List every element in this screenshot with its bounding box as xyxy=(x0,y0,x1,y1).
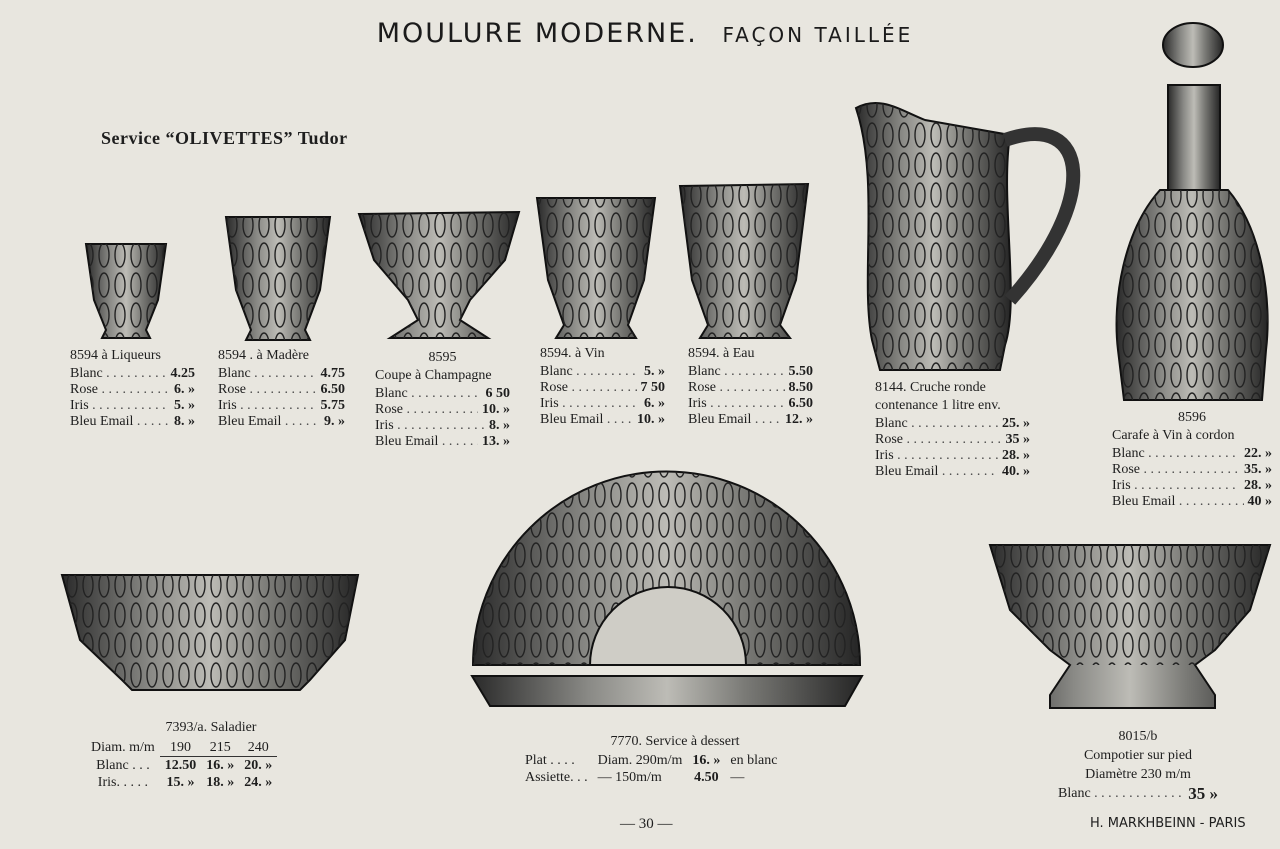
price-label: Bleu Email . . . xyxy=(218,414,320,430)
price-value: 35 » xyxy=(1188,784,1218,803)
price-row xyxy=(540,380,665,396)
price-label: Bleu Email . . . xyxy=(375,434,478,450)
table-row xyxy=(520,769,782,786)
price-label: Iris . . . xyxy=(688,396,785,412)
price-row xyxy=(375,386,510,402)
price-label: Iris . . . xyxy=(218,398,317,414)
row-label: Iris. . . . . xyxy=(97,775,148,790)
price-label: Iris . . . xyxy=(1112,478,1240,494)
price-row xyxy=(70,414,195,430)
product-heading: 8594. à Vin xyxy=(540,346,605,361)
price-value: 40 » xyxy=(1247,494,1272,509)
price-label: Blanc . . . xyxy=(1058,784,1184,803)
price-cell: 12.50 xyxy=(164,758,197,773)
price-row xyxy=(1112,478,1272,494)
price-label: Iris . . . xyxy=(375,418,485,434)
diam-cell: Diam. 290m/m xyxy=(597,753,683,768)
dessert-heading: 7770. Service à dessert xyxy=(610,734,740,749)
price-row xyxy=(70,366,195,382)
price-block-8594-liqueurs xyxy=(70,348,195,430)
price-row xyxy=(218,382,345,398)
dessert-block xyxy=(520,734,830,786)
product-heading: 8596 xyxy=(1178,410,1206,425)
page-number: — 30 — xyxy=(620,816,673,832)
table-row xyxy=(86,774,277,791)
compotier-block xyxy=(1058,727,1218,803)
price-value: 6 50 xyxy=(485,386,510,401)
price-value: 40. » xyxy=(1002,464,1030,479)
price-label: Iris . . . xyxy=(540,396,640,412)
compotier-name: Compotier sur pied xyxy=(1083,748,1193,763)
service-heading: Service “OLIVETTES” Tudor xyxy=(101,128,348,148)
price-value: 35. » xyxy=(1244,462,1272,477)
price-value: 5. » xyxy=(644,364,665,379)
price-row xyxy=(875,416,1030,432)
price-row xyxy=(875,448,1030,464)
product-heading: 8594. à Eau xyxy=(688,346,755,361)
price-row xyxy=(688,364,813,380)
price-label: Bleu Email . . . xyxy=(875,464,998,480)
size-cell: 215 xyxy=(201,739,239,757)
price-value: 4.75 xyxy=(320,366,345,381)
price-block-8595 xyxy=(375,350,510,450)
price-label: Blanc . . . xyxy=(70,366,167,382)
price-row xyxy=(70,382,195,398)
price-label: Blanc . . . xyxy=(688,364,785,380)
size-cell: 190 xyxy=(160,739,202,757)
price-cell: 15. » xyxy=(166,775,195,790)
price-block-8144 xyxy=(875,380,1030,480)
diam-label: Diam. m/m xyxy=(91,740,155,756)
product-heading: Carafe à Vin à cordon xyxy=(1112,428,1235,443)
price-row xyxy=(875,464,1030,480)
compotier-diam: Diamètre 230 m/m xyxy=(1085,767,1191,782)
price-value: 4.25 xyxy=(170,366,195,381)
note-cell: — xyxy=(730,770,745,785)
price-row xyxy=(1112,462,1272,478)
price-block-8596 xyxy=(1112,410,1272,510)
price-block-8594-madere xyxy=(218,348,345,430)
price-row xyxy=(875,432,1030,448)
product-heading: contenance 1 litre env. xyxy=(875,398,1001,413)
price-cell: 18. » xyxy=(206,775,235,790)
price-label: Rose . . . xyxy=(70,382,170,398)
price-value: 35 » xyxy=(1005,432,1030,447)
table-row xyxy=(520,752,782,769)
glass-madere-illustration xyxy=(226,217,330,340)
price-label: Iris . . . xyxy=(875,448,998,464)
price-row xyxy=(1112,446,1272,462)
price-row xyxy=(70,398,195,414)
price-value: 10. » xyxy=(637,412,665,427)
price-value: 12. » xyxy=(785,412,813,427)
price-row xyxy=(688,412,813,428)
price-value: 6.50 xyxy=(788,396,813,411)
price-label: Blanc . . . xyxy=(375,386,482,402)
price-block-8594-eau xyxy=(688,346,813,428)
price-row xyxy=(688,380,813,396)
price-value: 10. » xyxy=(482,402,510,417)
price-value: 5.75 xyxy=(320,398,345,413)
price-value: 8. » xyxy=(174,414,195,429)
price-value: 5.50 xyxy=(788,364,813,379)
price-label: Rose . . . xyxy=(540,380,637,396)
price-label: Bleu Email . . . xyxy=(688,412,781,428)
price-label: Rose . . . xyxy=(1112,462,1240,478)
compotier-illustration xyxy=(990,545,1270,708)
glass-eau-illustration xyxy=(680,184,808,338)
price-label: Blanc . . . xyxy=(875,416,998,432)
price-label: Rose . . . xyxy=(218,382,317,398)
price-label: Iris . . . xyxy=(70,398,170,414)
price-value: 5. » xyxy=(174,398,195,413)
price-label: Bleu Email . . . xyxy=(1112,494,1244,510)
price-value: 6. » xyxy=(644,396,665,411)
row-label: Plat . . . . xyxy=(525,753,575,768)
price-row xyxy=(218,414,345,430)
saladier-block xyxy=(86,720,336,791)
price-block-8594-vin xyxy=(540,346,665,428)
price-row xyxy=(375,418,510,434)
note-cell: en blanc xyxy=(730,753,778,768)
price-value: 13. » xyxy=(482,434,510,449)
price-row xyxy=(688,396,813,412)
product-heading: 8594 à Liqueurs xyxy=(70,348,161,363)
price-value: 28. » xyxy=(1244,478,1272,493)
price-label: Rose . . . xyxy=(875,432,1002,448)
price-cell: 16. » xyxy=(692,753,721,768)
product-heading: Coupe à Champagne xyxy=(375,368,492,383)
price-value: 25. » xyxy=(1002,416,1030,431)
price-value: 6.50 xyxy=(320,382,345,397)
price-row xyxy=(375,434,510,450)
saladier-heading: 7393/a. Saladier xyxy=(165,720,257,735)
table-row xyxy=(86,739,277,757)
price-cell: 20. » xyxy=(244,758,273,773)
glass-liqueurs-illustration xyxy=(86,244,166,338)
product-heading: 8594 . à Madère xyxy=(218,348,309,363)
title-sub: FAÇON TAILLÉE xyxy=(722,23,914,47)
price-row xyxy=(540,364,665,380)
price-label: Rose . . . xyxy=(375,402,478,418)
price-label: Blanc . . . xyxy=(218,366,317,382)
row-label: Blanc . . . xyxy=(96,757,150,773)
price-cell: 24. » xyxy=(244,775,273,790)
price-cell: 16. » xyxy=(206,758,235,773)
product-heading: 8595 xyxy=(428,350,457,365)
price-row xyxy=(1058,784,1218,803)
price-row xyxy=(218,398,345,414)
coupe-champagne-illustration xyxy=(359,212,519,338)
price-label: Bleu Email . . . xyxy=(70,414,170,430)
compotier-heading: 8015/b xyxy=(1118,729,1158,744)
dessert-price-table xyxy=(520,752,782,786)
product-heading: 8144. Cruche ronde xyxy=(875,380,986,395)
price-value: 9. » xyxy=(324,414,345,429)
price-label: Rose . . . xyxy=(688,380,785,396)
price-row xyxy=(540,412,665,428)
title-main: MOULURE MODERNE. xyxy=(376,18,698,49)
row-label: Assiette. . . xyxy=(525,770,588,785)
table-row xyxy=(86,757,277,775)
size-cell: 240 xyxy=(239,739,277,757)
price-cell: 4.50 xyxy=(694,770,719,785)
price-row xyxy=(218,366,345,382)
price-value: 22. » xyxy=(1244,446,1272,461)
price-label: Bleu Email . . . xyxy=(540,412,633,428)
price-row xyxy=(375,402,510,418)
price-value: 8. » xyxy=(489,418,510,433)
price-value: 7 50 xyxy=(640,380,665,395)
price-value: 6. » xyxy=(174,382,195,397)
price-value: 8.50 xyxy=(788,380,813,395)
saladier-illustration xyxy=(62,575,358,690)
price-label: Blanc . . . xyxy=(1112,446,1240,462)
dessert-plate-illustration xyxy=(472,472,862,706)
pitcher-illustration xyxy=(856,103,1073,370)
glass-vin-illustration xyxy=(537,198,655,338)
carafe-illustration xyxy=(1117,23,1268,400)
price-row xyxy=(1112,494,1272,510)
saladier-price-table xyxy=(86,739,277,791)
price-label: Blanc . . . xyxy=(540,364,640,380)
publisher: H. MARKHBEINN - PARIS xyxy=(1090,816,1246,831)
price-row xyxy=(540,396,665,412)
diam-cell: — 150m/m xyxy=(597,770,662,785)
price-value: 28. » xyxy=(1002,448,1030,463)
